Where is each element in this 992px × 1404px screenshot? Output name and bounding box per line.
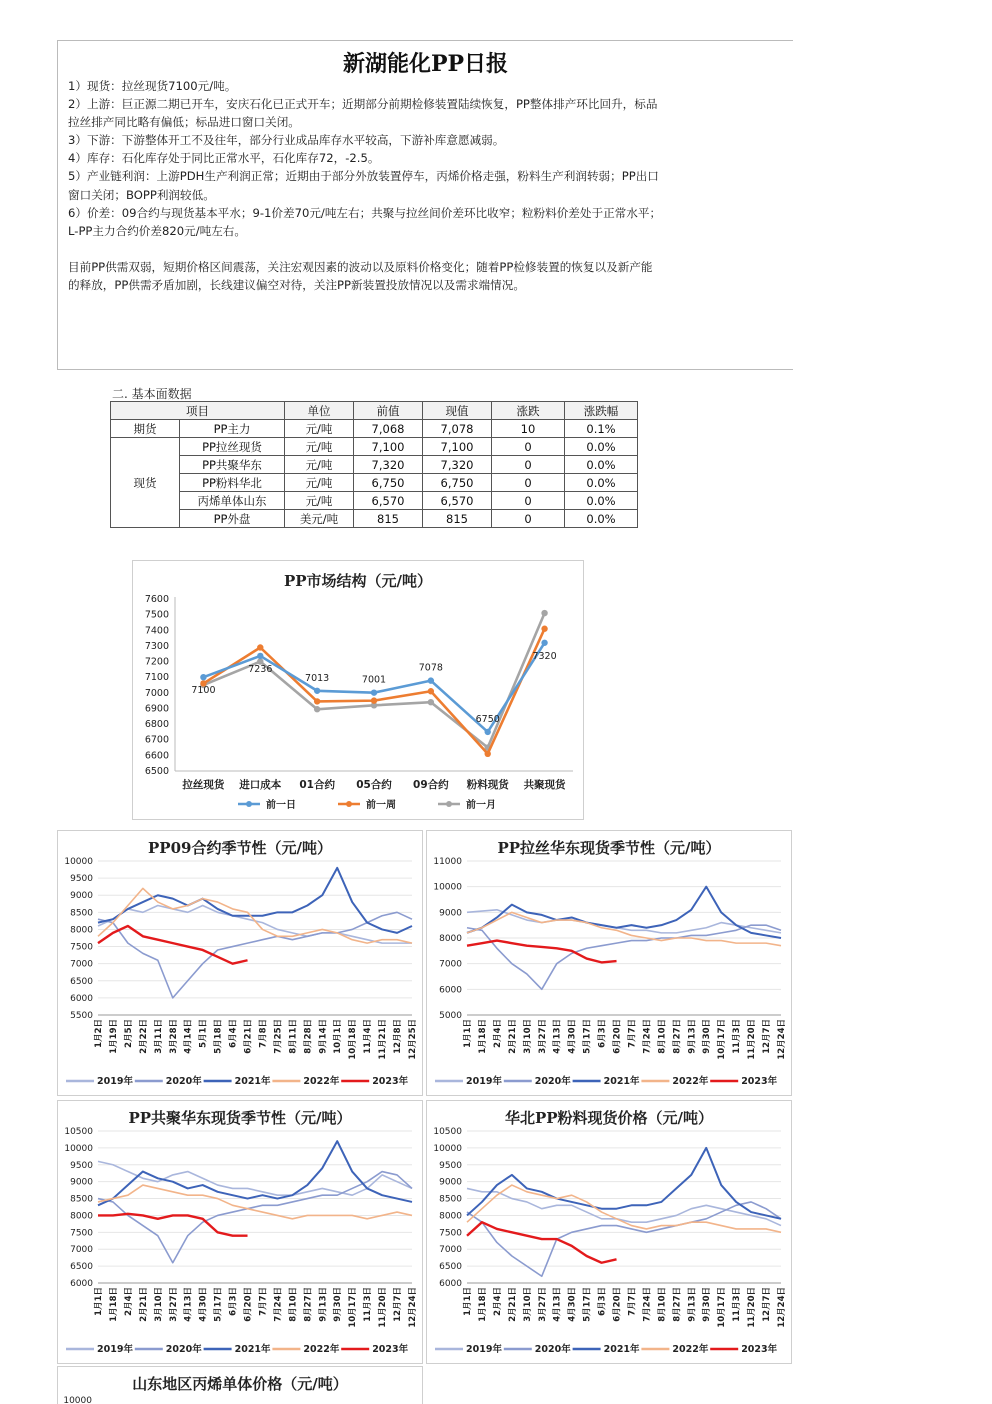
x-tick-label: 8月11日 (288, 1019, 299, 1054)
x-tick-label: 10月17日 (348, 1287, 359, 1328)
y-tick-label: 10000 (64, 857, 93, 867)
legend-label: 2020年 (165, 1076, 202, 1087)
cell-prev: 6,750 (354, 474, 423, 492)
table-row (111, 474, 638, 492)
y-tick-label: 8000 (70, 925, 93, 936)
cell-chg: 0 (492, 510, 565, 528)
data-point (257, 653, 263, 659)
x-tick-label: 5月17日 (582, 1287, 593, 1322)
x-tick-label: 6月4日 (228, 1019, 239, 1048)
x-tick-label: 2月4日 (492, 1019, 503, 1048)
cell-cur: 815 (423, 510, 492, 528)
cell-item: PP共聚华东 (180, 456, 285, 474)
report-conclusion-line: 目前PP供需双弱，短期价格区间震荡，关注宏观因素的波动以及原料价格变化；随着PP检修装置的恢复以及新产能 (68, 259, 653, 274)
data-point (541, 626, 547, 632)
cell-prev: 815 (354, 510, 423, 528)
y-tick-label: 7500 (70, 1228, 93, 1239)
x-tick-label: 11月3日 (363, 1287, 374, 1322)
fundamentals-table (110, 401, 638, 528)
report-line: 2）上游：巨正源二期已开车，安庆石化已正式开车；近期部分前期检修装置陆续恢复，PP整体排产环比回升，标品 (68, 97, 658, 112)
series-line-2022年 (467, 1185, 781, 1232)
x-tick-label: 7月7日 (258, 1287, 269, 1316)
legend-label: 2019年 (97, 1344, 133, 1355)
report-line: 窗口关闭；BOPP利润较低。 (68, 187, 215, 202)
x-tick-label: 4月30日 (198, 1287, 209, 1322)
x-tick-label: 6月3日 (597, 1019, 608, 1048)
table-row (111, 510, 638, 528)
x-tick-label: 12月7日 (762, 1287, 773, 1322)
y-tick-label: 10000 (63, 1396, 92, 1404)
table-header: 现值 (423, 402, 492, 420)
x-tick-label: 4月13日 (552, 1019, 563, 1054)
x-tick-label: 1月1日 (463, 1287, 473, 1316)
y-tick-label: 8000 (70, 1211, 93, 1222)
x-tick-label: 4月13日 (552, 1287, 563, 1322)
x-tick-label: 7月24日 (642, 1287, 653, 1322)
cell-prev: 6,570 (354, 492, 423, 510)
y-tick-label: 9500 (439, 1160, 462, 1171)
legend-label: 2020年 (165, 1344, 202, 1355)
data-point (485, 751, 491, 757)
data-point (314, 698, 320, 704)
series-line-2021年 (467, 1148, 781, 1219)
x-tick-label: 8月10日 (657, 1019, 668, 1054)
y-tick-label: 8500 (70, 908, 93, 919)
y-tick-label: 10000 (433, 882, 462, 893)
x-tick-label: 9月30日 (702, 1019, 713, 1054)
x-tick-label: 4月13日 (183, 1287, 194, 1322)
table-header: 涨跌 (492, 402, 565, 420)
y-tick-label: 7100 (144, 672, 169, 684)
table-row (111, 438, 638, 456)
y-tick-label: 9000 (70, 891, 93, 902)
chart-title: PP共聚华东现货季节性（元/吨） (128, 1109, 352, 1127)
y-tick-label: 8500 (439, 1194, 462, 1205)
table-header: 单位 (285, 402, 354, 420)
x-tick-label: 3月27日 (537, 1019, 548, 1054)
x-tick-label: 7月7日 (627, 1019, 638, 1048)
cell-unit: 元/吨 (285, 492, 354, 510)
x-tick-label: 12月24日 (777, 1019, 787, 1060)
propylene-price-chart (57, 1366, 423, 1404)
x-tick-label: 6月3日 (597, 1287, 608, 1316)
x-tick-label: 10月1日 (333, 1019, 344, 1054)
data-point (257, 644, 263, 650)
y-tick-label: 7000 (439, 1245, 462, 1256)
cell-chg: 0 (492, 438, 565, 456)
x-tick-label: 12月24日 (777, 1287, 787, 1328)
table-row (111, 420, 638, 438)
y-tick-label: 7000 (70, 1245, 93, 1256)
x-tick-label: 7月25日 (273, 1019, 284, 1054)
x-tick-label: 8月10日 (657, 1287, 668, 1322)
cell-chg: 0 (492, 474, 565, 492)
x-tick-label: 7月24日 (273, 1287, 284, 1322)
y-tick-label: 6500 (439, 1262, 462, 1273)
x-tick-label: 9月14日 (318, 1019, 329, 1054)
cell-item: 丙烯单体山东 (180, 492, 285, 510)
y-tick-label: 6800 (144, 719, 169, 731)
data-point (314, 688, 320, 694)
legend-label: 2023年 (741, 1344, 778, 1355)
cell-chg: 10 (492, 420, 565, 438)
x-tick-label: 8月27日 (672, 1019, 683, 1054)
data-point (314, 706, 320, 712)
cell-unit: 元/吨 (285, 456, 354, 474)
y-tick-label: 6000 (70, 1279, 93, 1289)
cell-pct: 0.0% (565, 474, 638, 492)
pp09-seasonal-svg (58, 831, 422, 1095)
cell-cur: 6,750 (423, 474, 492, 492)
cell-cur: 7,100 (423, 438, 492, 456)
legend-label: 2021年 (234, 1076, 271, 1087)
report-line: 5）产业链利润：上游PDH生产利润正常；近期由于部分外放装置停车，丙烯价格走强，粉料生产利润转弱；PP出口 (68, 169, 659, 184)
y-tick-label: 9500 (70, 874, 93, 885)
cell-item: PP主力 (180, 420, 285, 438)
y-tick-label: 8000 (439, 934, 462, 944)
powder-price-svg (427, 1101, 791, 1363)
chart-title: PP市场结构（元/吨） (283, 572, 433, 590)
x-tick-label: 5月18日 (213, 1019, 224, 1054)
legend-label: 2020年 (534, 1076, 571, 1087)
data-label: 7236 (248, 663, 273, 675)
x-tick-label: 10月17日 (717, 1019, 728, 1060)
data-point (541, 610, 547, 616)
report-summary-box (57, 40, 793, 370)
data-label: 7013 (305, 672, 330, 684)
cell-unit: 元/吨 (285, 438, 354, 456)
y-tick-label: 6500 (70, 1262, 93, 1273)
x-tick-label: 7月24日 (642, 1019, 653, 1054)
cell-pct: 0.0% (565, 456, 638, 474)
cell-cur: 7,320 (423, 456, 492, 474)
table-row (111, 492, 638, 510)
y-tick-label: 7000 (144, 687, 169, 699)
x-tick-label: 1月18日 (108, 1287, 119, 1322)
x-tick-label: 2月21日 (138, 1287, 149, 1322)
y-tick-label: 5500 (70, 1011, 93, 1021)
x-tick-label: 3月27日 (537, 1287, 548, 1322)
data-point (485, 729, 491, 735)
cell-chg: 0 (492, 456, 565, 474)
x-tick-label: 4月30日 (567, 1287, 578, 1322)
x-tick-label: 3月10日 (522, 1287, 533, 1322)
data-label: 7100 (191, 685, 216, 697)
legend-label: 2022年 (672, 1344, 709, 1355)
legend-label: 2023年 (741, 1076, 778, 1087)
y-tick-label: 6700 (144, 734, 169, 746)
x-tick-label: 2月4日 (492, 1287, 503, 1316)
table-header-row (111, 402, 638, 420)
legend-label: 2022年 (303, 1076, 340, 1087)
legend-marker (446, 801, 452, 807)
x-tick-label: 9月30日 (702, 1287, 713, 1322)
data-point (428, 699, 434, 705)
series-line-2021年 (98, 1141, 412, 1205)
legend-label: 2023年 (372, 1344, 409, 1355)
powder-price-chart (426, 1100, 792, 1364)
x-tick-label: 5月17日 (213, 1287, 224, 1322)
x-tick-label: 2月21日 (507, 1287, 518, 1322)
x-tick-label: 1月19日 (108, 1019, 119, 1054)
x-tick-label: 11月20日 (378, 1287, 389, 1328)
chart-title: PP09合约季节性（元/吨） (148, 839, 332, 857)
legend-marker (246, 801, 252, 807)
x-tick-label: 2月5日 (123, 1019, 134, 1048)
x-tick-label: 3月11日 (153, 1019, 164, 1054)
x-tick-label: 12月8日 (393, 1019, 404, 1054)
x-tick-label: 8月10日 (288, 1287, 299, 1322)
y-tick-label: 7000 (439, 959, 462, 970)
x-tick-label: 1月1日 (463, 1019, 473, 1048)
x-tick-label: 12月25日 (408, 1019, 418, 1060)
legend-marker (346, 801, 352, 807)
row-group-futures: 期货 (111, 420, 180, 438)
raffia-seasonal-svg (427, 831, 791, 1095)
x-tick-label: 2月4日 (123, 1287, 134, 1316)
cell-unit: 元/吨 (285, 420, 354, 438)
y-tick-label: 7500 (70, 942, 93, 953)
cell-unit: 元/吨 (285, 474, 354, 492)
chart-title: 华北PP粉料现货价格（元/吨） (504, 1109, 714, 1127)
x-tick-label: 4月30日 (567, 1019, 578, 1054)
legend-label: 2021年 (603, 1076, 640, 1087)
x-tick-label: 10月17日 (717, 1287, 728, 1328)
cell-item: PP外盘 (180, 510, 285, 528)
chart-title: PP拉丝华东现货季节性（元/吨） (497, 839, 721, 857)
report-line: L-PP主力合约价差820元/吨左右。 (68, 223, 246, 238)
legend-label: 2021年 (234, 1344, 271, 1355)
cell-prev: 7,100 (354, 438, 423, 456)
x-tick-label: 5月17日 (582, 1019, 593, 1054)
x-tick-label: 11月20日 (747, 1287, 758, 1328)
y-tick-label: 9500 (70, 1160, 93, 1171)
x-tick-label: 11月21日 (378, 1019, 389, 1060)
cell-pct: 0.0% (565, 438, 638, 456)
raffia-seasonal-chart (426, 830, 792, 1096)
table-header: 前值 (354, 402, 423, 420)
x-tick-label: 2月22日 (138, 1019, 149, 1054)
cell-pct: 0.0% (565, 510, 638, 528)
data-label: 6750 (475, 713, 500, 725)
y-tick-label: 10000 (433, 1143, 462, 1154)
x-tick-label: 6月20日 (612, 1019, 623, 1054)
legend-label: 2022年 (672, 1076, 709, 1087)
x-tick-label: 12月24日 (408, 1287, 418, 1328)
legend-label: 2020年 (534, 1344, 571, 1355)
x-tick-label: 1月18日 (477, 1287, 488, 1322)
x-tick-label: 8月28日 (303, 1019, 314, 1054)
x-tick-label: 11月20日 (747, 1019, 758, 1060)
x-tick-label: 10月18日 (348, 1019, 359, 1060)
legend-label: 2019年 (97, 1076, 133, 1087)
data-label: 7078 (418, 662, 443, 674)
cell-prev: 7,320 (354, 456, 423, 474)
y-tick-label: 7600 (144, 594, 169, 605)
table-header: 涨跌幅 (565, 402, 638, 420)
x-tick-label: 1月1日 (94, 1287, 104, 1316)
report-body (68, 77, 788, 294)
x-tick-label: 11月3日 (732, 1287, 743, 1322)
y-tick-label: 7000 (70, 959, 93, 970)
x-tick-label: 2月21日 (507, 1019, 518, 1054)
y-tick-label: 6000 (70, 993, 93, 1004)
cell-prev: 7,068 (354, 420, 423, 438)
legend-label: 2022年 (303, 1344, 340, 1355)
report-line: 拉丝排产同比略有偏低；标品进口窗口关闭。 (68, 115, 300, 130)
market-structure-chart (132, 560, 584, 820)
x-tick-label: 01合约 (299, 779, 335, 791)
legend-label: 前一日 (266, 800, 296, 811)
x-tick-label: 3月10日 (522, 1019, 533, 1054)
x-tick-label: 3月28日 (168, 1019, 179, 1054)
series-line-2023年 (467, 1222, 617, 1263)
data-label: 7320 (532, 650, 557, 662)
x-tick-label: 6月21日 (243, 1019, 254, 1054)
cell-pct: 0.1% (565, 420, 638, 438)
y-tick-label: 6900 (144, 703, 169, 715)
y-tick-label: 10000 (64, 1143, 93, 1154)
y-tick-label: 6000 (439, 1279, 462, 1289)
x-tick-label: 6月20日 (612, 1287, 623, 1322)
table-caption: 二. 基本面数据 (112, 387, 192, 401)
legend-label: 前一月 (466, 800, 496, 811)
x-tick-label: 12月7日 (762, 1019, 773, 1054)
x-tick-label: 进口成本 (239, 779, 282, 791)
data-label: 7001 (361, 674, 387, 686)
cell-cur: 6,570 (423, 492, 492, 510)
x-tick-label: 9月13日 (318, 1287, 329, 1322)
series-line-2020年 (98, 912, 412, 998)
x-tick-label: 7月7日 (627, 1287, 638, 1316)
y-tick-label: 6600 (144, 750, 169, 762)
data-point (200, 674, 206, 680)
data-point (428, 688, 434, 694)
x-tick-label: 1月2日 (94, 1019, 104, 1048)
propylene-price-svg (58, 1367, 422, 1404)
report-title: 新湖能化PP日报 (342, 51, 509, 77)
report-conclusion-line: 的释放，PP供需矛盾加剧，长线建议偏空对待，关注PP新装置投放情况以及需求端情况。 (68, 277, 525, 292)
y-tick-label: 7500 (144, 609, 169, 621)
cell-cur: 7,078 (423, 420, 492, 438)
y-tick-label: 9000 (70, 1177, 93, 1188)
series-line-2020年 (467, 1202, 781, 1276)
y-tick-label: 11000 (433, 857, 462, 867)
data-point (541, 640, 547, 646)
legend-label: 2021年 (603, 1344, 640, 1355)
x-tick-label: 3月27日 (168, 1287, 179, 1322)
y-tick-label: 8500 (70, 1194, 93, 1205)
y-tick-label: 6000 (439, 985, 462, 996)
x-tick-label: 6月20日 (243, 1287, 254, 1322)
cell-chg: 0 (492, 492, 565, 510)
data-point (371, 689, 377, 695)
y-tick-label: 5000 (439, 1011, 462, 1021)
report-line: 3）下游：下游整体开工不及往年，部分行业成品库存水平较高，下游补库意愿减弱。 (68, 133, 505, 148)
x-tick-label: 1月18日 (477, 1019, 488, 1054)
x-tick-label: 5月1日 (198, 1019, 209, 1048)
x-tick-label: 12月7日 (393, 1287, 404, 1322)
y-tick-label: 7300 (144, 640, 169, 652)
legend-label: 2023年 (372, 1076, 409, 1087)
y-tick-label: 10500 (64, 1127, 93, 1137)
report-line: 4）库存：石化库存处于同比正常水平，石化库存72，-2.5。 (68, 151, 380, 166)
data-point (428, 677, 434, 683)
x-tick-label: 9月30日 (333, 1287, 344, 1322)
series-line-2023年 (467, 941, 617, 963)
y-tick-label: 6500 (144, 766, 169, 777)
market-structure-svg (133, 561, 583, 819)
y-tick-label: 6500 (70, 976, 93, 987)
cell-item: PP拉丝现货 (180, 438, 285, 456)
legend-label: 2019年 (466, 1076, 502, 1087)
x-tick-label: 8月27日 (672, 1287, 683, 1322)
copolymer-seasonal-chart (57, 1100, 423, 1364)
y-tick-label: 10500 (433, 1127, 462, 1137)
series-line-2019年 (98, 1161, 412, 1195)
x-tick-label: 9月13日 (687, 1287, 698, 1322)
x-tick-label: 共聚现货 (523, 779, 566, 791)
row-group-spot: 现货 (111, 438, 180, 528)
copolymer-seasonal-svg (58, 1101, 422, 1363)
y-tick-label: 9000 (439, 908, 462, 919)
x-tick-label: 3月10日 (153, 1287, 164, 1322)
y-tick-label: 8000 (439, 1211, 462, 1222)
cell-unit: 美元/吨 (285, 510, 354, 528)
x-tick-label: 11月4日 (363, 1019, 374, 1054)
data-point (371, 697, 377, 703)
x-tick-label: 11月3日 (732, 1019, 743, 1054)
x-tick-label: 7月8日 (258, 1019, 269, 1048)
x-tick-label: 05合约 (356, 779, 392, 791)
pp09-seasonal-chart (57, 830, 423, 1096)
y-tick-label: 7200 (144, 656, 169, 668)
y-tick-label: 9000 (439, 1177, 462, 1188)
cell-pct: 0.0% (565, 492, 638, 510)
legend-label: 2019年 (466, 1344, 502, 1355)
series-line-2020年 (467, 925, 781, 989)
x-tick-label: 4月14日 (183, 1019, 194, 1054)
chart-title: 山东地区丙烯单体价格（元/吨） (132, 1375, 348, 1393)
x-tick-label: 9月13日 (687, 1019, 698, 1054)
x-tick-label: 6月3日 (228, 1287, 239, 1316)
y-tick-label: 7400 (144, 625, 169, 637)
report-line: 1）现货：拉丝现货7100元/吨。 (68, 79, 237, 93)
x-tick-label: 拉丝现货 (182, 779, 225, 791)
table-row (111, 456, 638, 474)
table-header: 项目 (111, 402, 285, 420)
x-tick-label: 粉料现货 (466, 779, 509, 791)
x-tick-label: 8月27日 (303, 1287, 314, 1322)
legend-label: 前一周 (366, 800, 396, 811)
y-tick-label: 7500 (439, 1228, 462, 1239)
report-line: 6）价差：09合约与现货基本平水；9-1价差70元/吨左右；共聚与拉丝间价差环比收窄；粒粉料价差处于正常水平； (68, 205, 662, 220)
x-tick-label: 09合约 (413, 779, 449, 791)
cell-item: PP粉料华北 (180, 474, 285, 492)
